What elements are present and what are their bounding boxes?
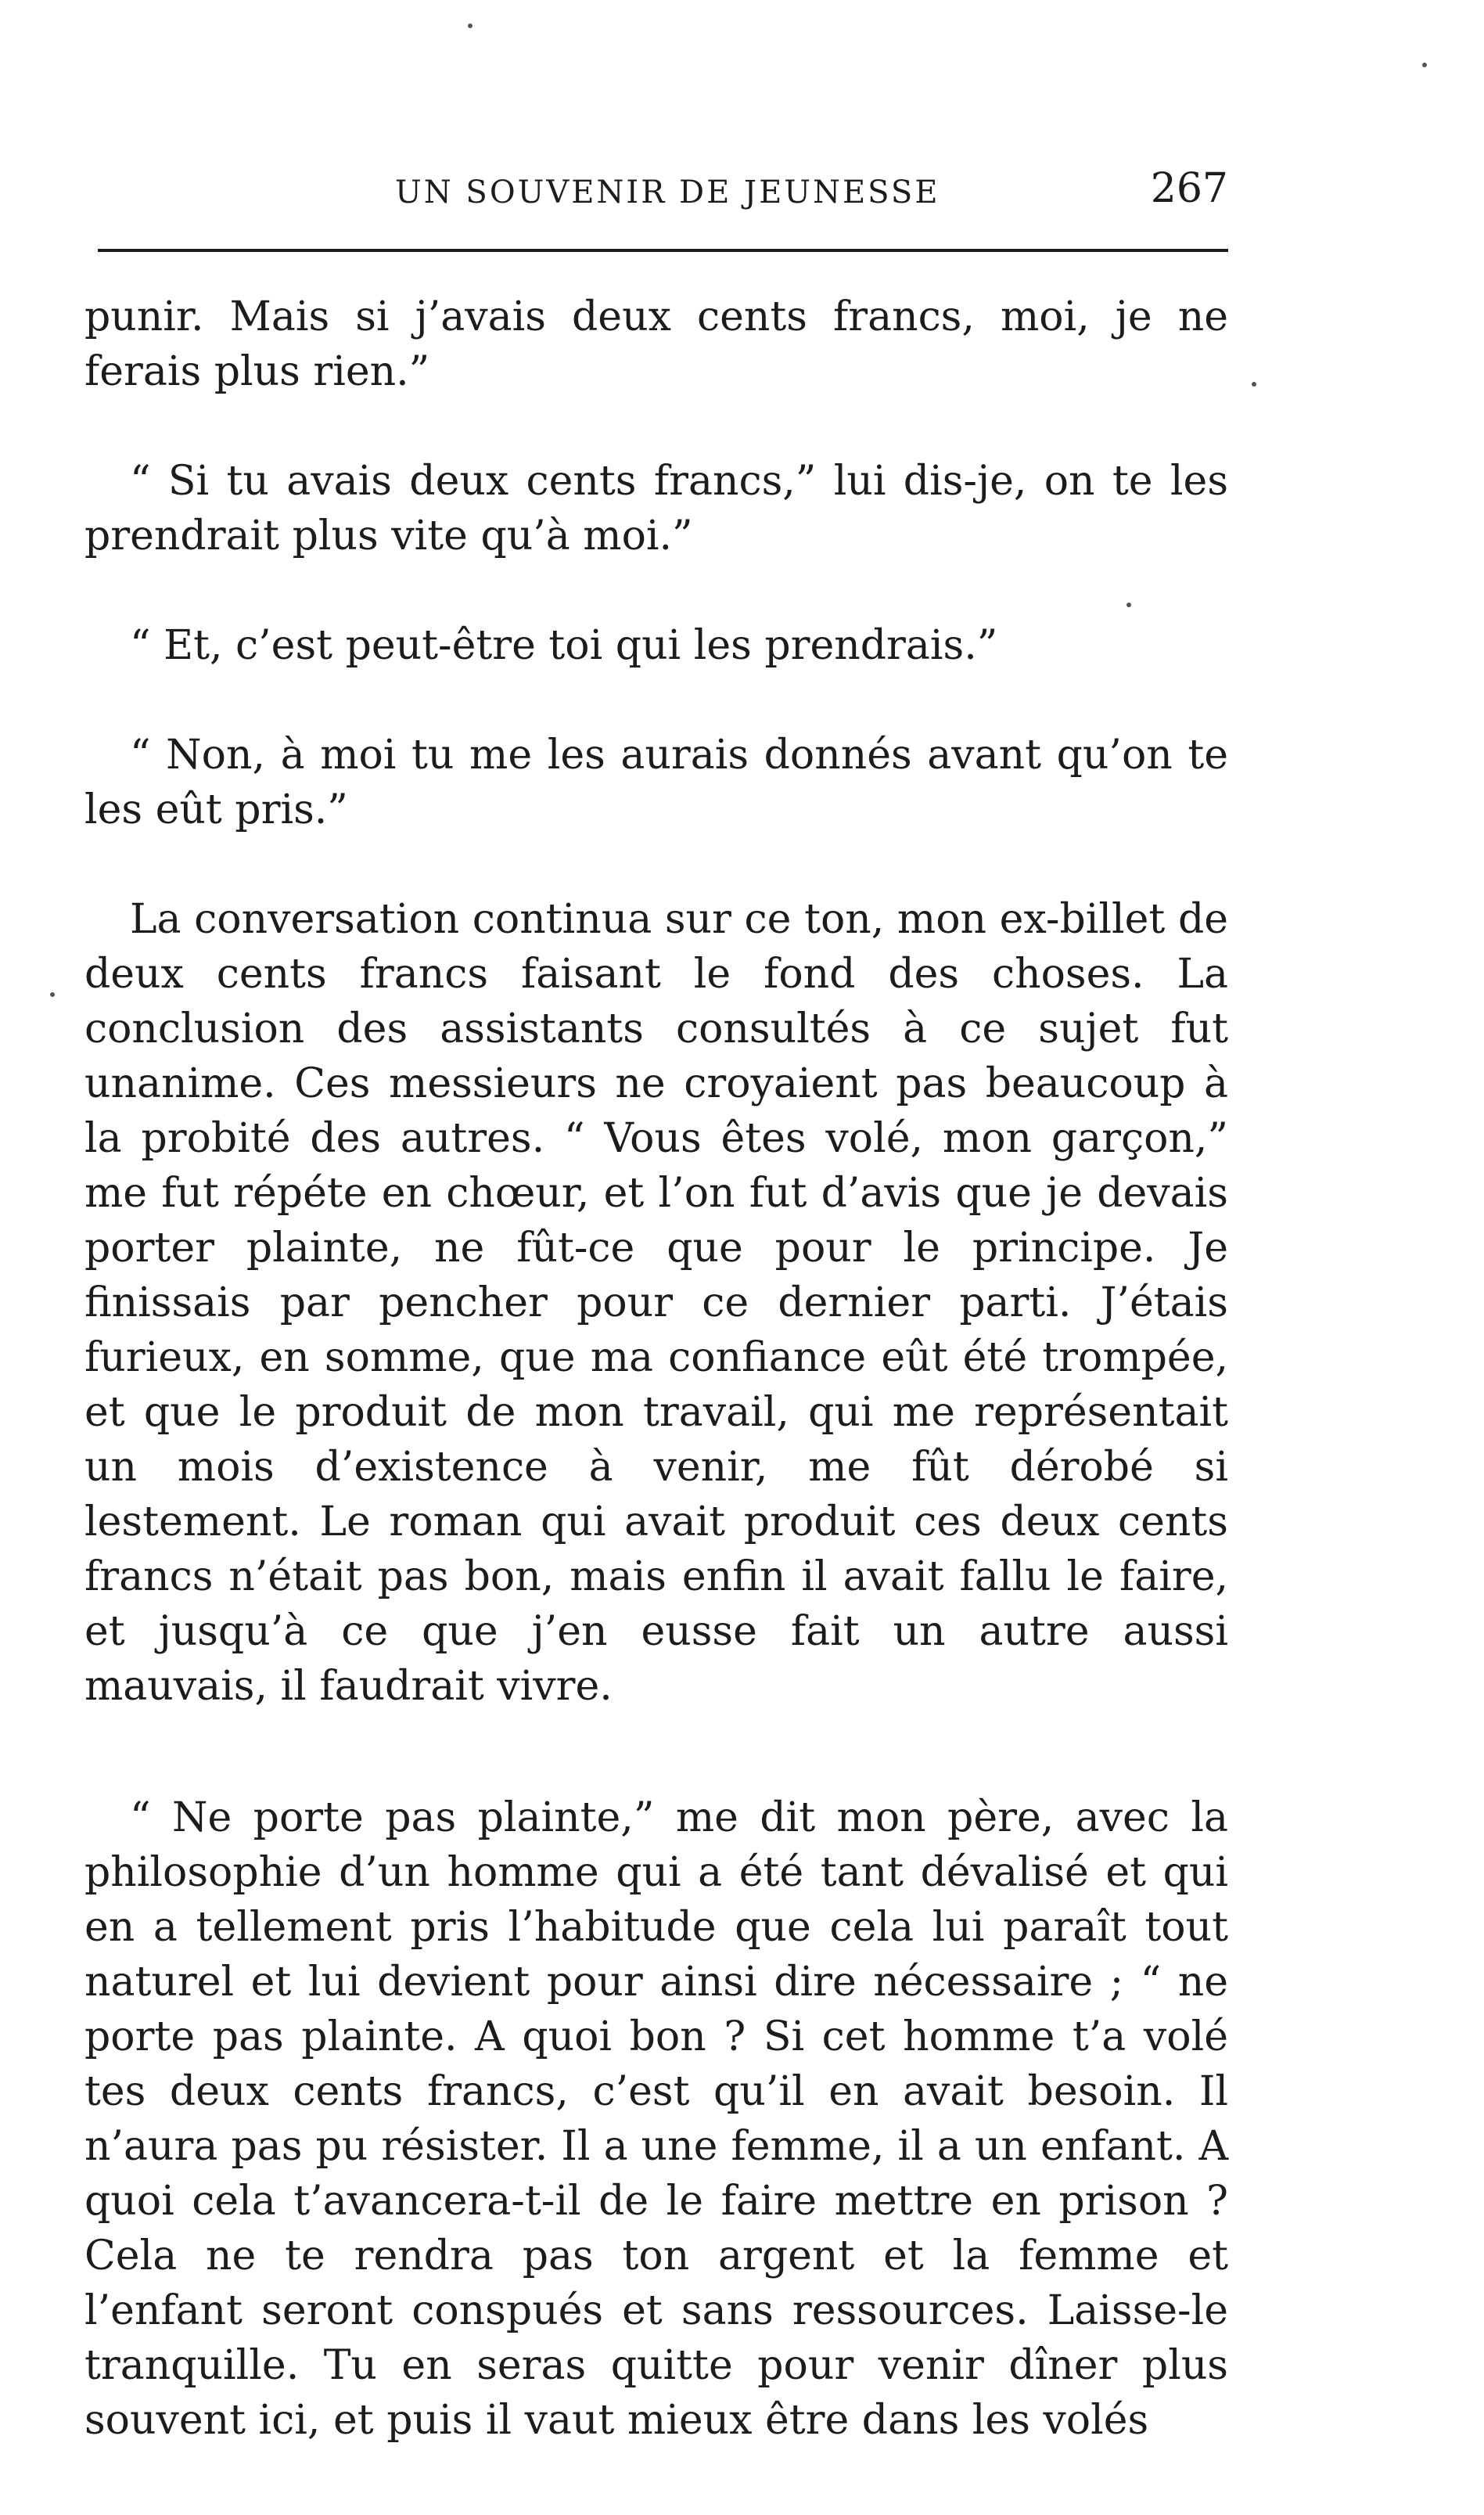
paragraph-dialogue: “ Non, à moi tu me les aurais donnés avant qu’on te les eût pris.” [84,732,1228,833]
paragraph-continuation: punir. Mais si j’avais deux cents francs, moi, je ne ferais plus rien.” [84,293,1228,395]
paragraph-dialogue: “ Si tu avais deux cents francs,” lui dis-je, on te les prendrait plus vite qu’à moi.” [84,458,1228,559]
paragraph-narrative: “ Ne porte pas plainte,” me dit mon père, avec la philosophie d’un homme qui a été tant dévalisé et qui en a tellement pris l’habitude que cela lui paraît tout naturel et lui devient pour ainsi dire nécessaire ; “ ne porte pas plainte. A quoi bon ? Si cet homme t’a volé tes deux cents francs, c’est qu’il en avait besoin. Il n’aura pas pu résister. Il a une femme, il a un enfant. A quoi cela t’avancera-t-il de le faire mettre en prison ? Cela ne te rendra pas ton argent et la femme et l’enfant seront conspués et sans ressources. Laisse-le tranquille. Tu en seras quitte pour venir dîner plus souvent ici, et puis il vaut mieux être dans les volés [84,1794,1228,2444]
scan-speck [468,23,473,28]
body-text [84,290,1228,2448]
header-rule [98,249,1228,252]
page-number: 267 [1150,165,1228,212]
paragraph-narrative: La conversation continua sur ce ton, mon ex-billet de deux cents francs faisant le fond des choses. La conclusion des assistants consultés à ce sujet fut unanime. Ces messieurs ne croyaient pas beaucoup à la probité des autres. “ Vous êtes volé, mon garçon,” me fut répéte en chœur, et l’on fut d’avis que je devais porter plainte, ne fût-ce que pour le principe. Je finissais par pencher pour ce dernier parti. J’étais furieux, en somme, que ma confiance eût été trompée, et que le produit de mon travail, qui me représentait un mois d’existence à venir, me fût dérobé si lestement. Le roman qui avait produit ces deux cents francs n’était pas bon, mais enfin il avait fallu le faire, et jusqu’à ce que j’en eusse fait un autre aussi mauvais, il faudrait vivre. [84,896,1228,1710]
scan-speck [1126,603,1131,607]
scan-speck [1252,382,1256,387]
paragraph-dialogue: “ Et, c’est peut-être toi qui les prendrais.” [130,622,998,669]
running-head [102,160,1228,223]
scan-speck [50,992,55,997]
running-title: UN SOUVENIR DE JEUNESSE [395,175,940,210]
scan-speck [1422,63,1427,67]
